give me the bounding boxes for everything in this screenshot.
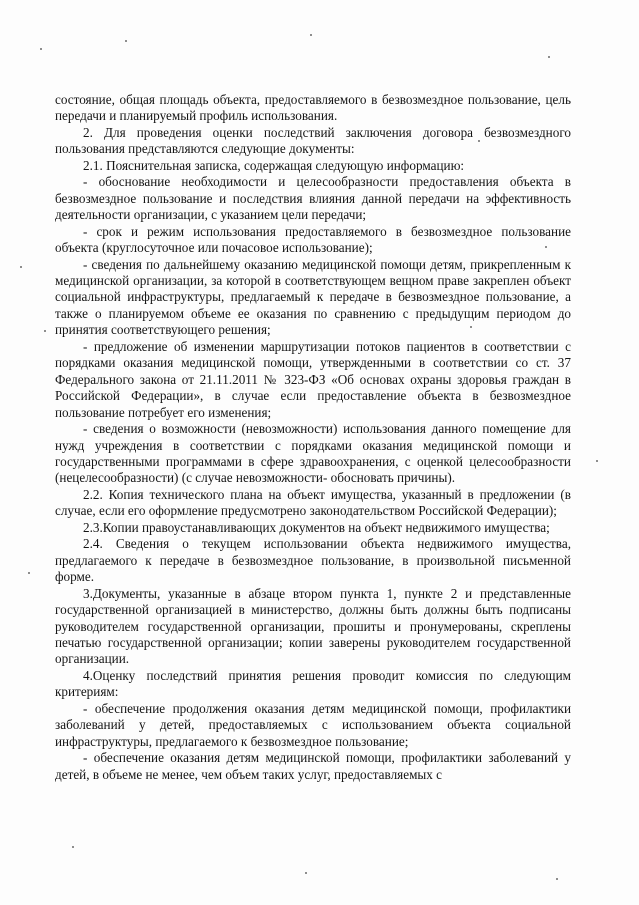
scan-speck [470, 326, 472, 328]
scan-speck [545, 246, 547, 248]
scan-speck [125, 40, 127, 42]
list-item-term-and-mode: - срок и режим использования предоставляемого в безвозмездное пользование объекта (круглосуточное или почасовое использование); [55, 223, 571, 256]
paragraph-2-1-explanatory-note: 2.1. Пояснительная записка, содержащая следующую информацию: [83, 157, 465, 173]
list-item-continuity-of-care: - обеспечение продолжения оказания детям медицинской помощи, профилактики заболеваний у детей, предоставляемых с использованием объекта социальной инфраструктуры, предлагаемого к безвозмездное пользование; [55, 700, 571, 749]
paragraph-2-2-technical-plan: 2.2. Копия технического плана на объект имущества, указанный в предложении (в случае, если его оформление предусмотрено законодательством Российской Федерации); [55, 486, 571, 519]
paragraph-2-4-current-use: 2.4. Сведения о текущем использовании объекта недвижимого имущества, предлагаемого к передаче в безвозмездное пользование, в произвольной письменной форме. [55, 536, 571, 585]
paragraph-4-criteria: 4.Оценку последствий принятия решения проводит комиссия по следующим критериям: [55, 667, 571, 700]
scan-speck [28, 572, 30, 574]
scan-speck [20, 266, 22, 268]
list-item-routing-change: - предложение об изменении маршрутизации потоков пациентов в соответствии с порядками оказания медицинской помощи, утвержденными в соответствии со ст. 37 Федерального закона от 21.11.2011 № 323-ФЗ «Об основах охраны здоровья граждан в Российской Федерации», в случае если предоставление объекта в безвозмездное пользование потребует его изменения; [55, 338, 571, 420]
paragraph-3-signatures: 3.Документы, указанные в абзаце втором пункта 1, пункте 2 и представленные государственной организацией в министерство, должны быть должны быть подписаны руководителем государственной организации, прошиты и пронумерованы, скреплены печатью государственной организации; копии заверены руководителем государственной организации. [55, 585, 571, 667]
scan-speck [44, 330, 46, 332]
document-body [55, 92, 571, 783]
scan-speck [596, 460, 598, 462]
paragraph-2-documents: 2. Для проведения оценки последствий заключения договора безвозмездного пользования представляются следующие документы: [55, 124, 571, 157]
scan-speck [40, 48, 42, 50]
scan-speck [305, 872, 307, 874]
scan-speck [72, 846, 74, 848]
list-item-volume-of-care: - обеспечение оказания детям медицинской помощи, профилактики заболеваний у детей, в объеме не менее, чем объем таких услуг, предоставляемых с [55, 750, 571, 782]
scan-speck [556, 878, 558, 880]
scan-speck [310, 34, 312, 36]
scan-speck [548, 56, 550, 58]
paragraph-2-3-title-documents: 2.3.Копии правоустанавливающих документов на объект недвижимого имущества; [83, 519, 550, 535]
scan-speck [478, 140, 480, 142]
paragraph-object-state: состояние, общая площадь объекта, предоставляемого в безвозмездное пользование, цель передачи и планируемый профиль использования. [55, 92, 571, 124]
list-item-medical-care-info: - сведения по дальнейшему оказанию медицинской помощи детям, прикрепленным к медицинской организации, за которой в соответствующем вещном праве закреплен объект социальной инфраструктуры, предлагаемый к передаче в безвозмездное пользование, а также о планируемом объеме ее оказания по сравнению с предыдущим периодом до принятия соответствующего решения; [55, 256, 571, 338]
list-item-usage-possibility: - сведения о возможности (невозможности) использования данного помещение для нужд учреждения в соответствии с порядками оказания медицинской помощи и государственными программами в сфере здравоохранения, с оценкой целесообразности (нецелесообразности) (с случае невозможности- обосновать причины). [55, 421, 571, 486]
list-item-justification: - обоснование необходимости и целесообразности предоставления объекта в безвозмездное пользование и последствия влияния данной передачи на эффективность деятельности организации, с указанием цели передачи; [55, 174, 571, 223]
